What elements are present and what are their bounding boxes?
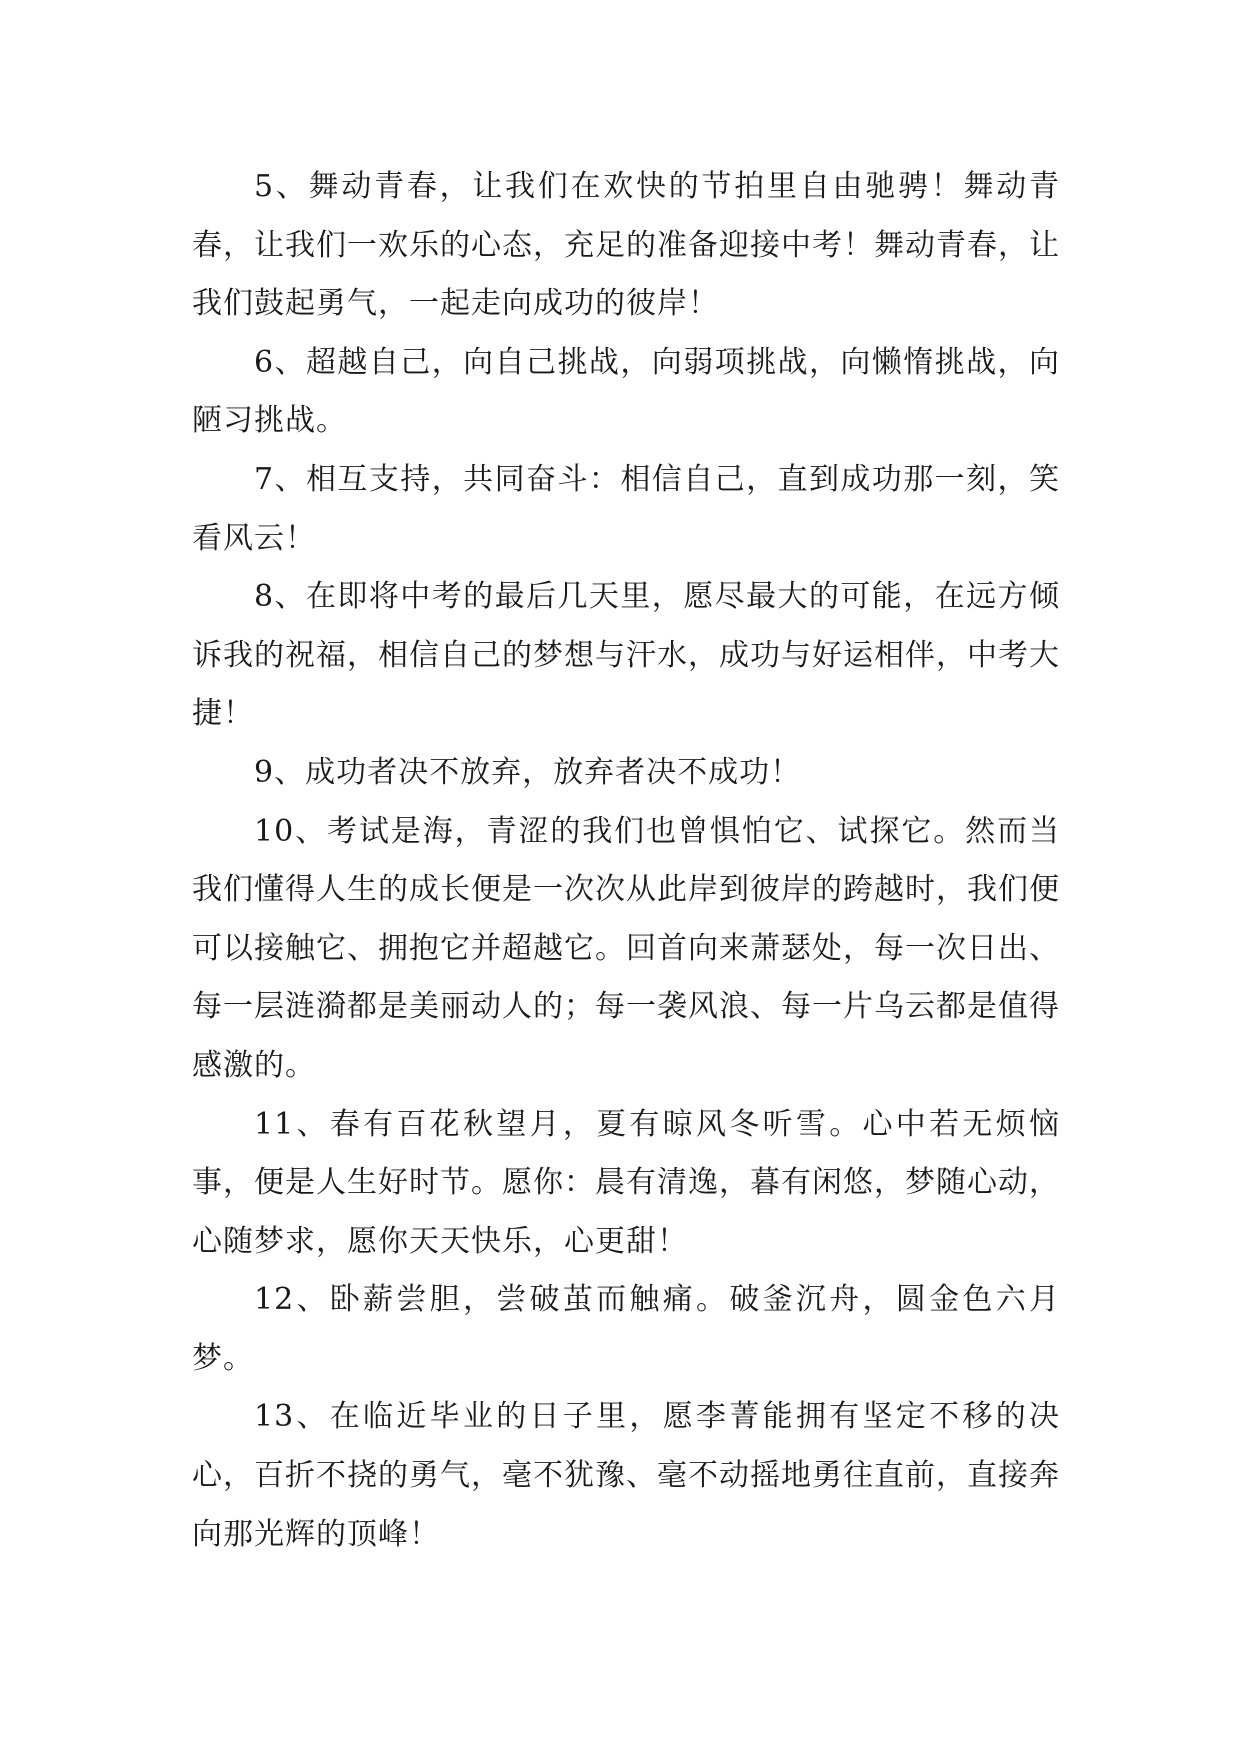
- paragraph-13: 13、在临近毕业的日子里，愿李菁能拥有坚定不移的决心，百折不挠的勇气，毫不犹豫、毫不动摇地勇往直前，直接奔向那光辉的顶峰！: [192, 1399, 1060, 1552]
- paragraph-12: 12、卧薪尝胆，尝破茧而触痛。破釜沉舟，圆金色六月梦。: [192, 1282, 1060, 1376]
- paragraph-10: 10、考试是海，青涩的我们也曾惧怕它、试探它。然而当我们懂得人生的成长便是一次次从此岸到彼岸的跨越时，我们便可以接触它、拥抱它并超越它。回首向来萧瑟处，每一次日出、每一层涟漪都是美丽动人的；每一袭风浪、每一片乌云都是值得感激的。: [192, 813, 1060, 1083]
- paragraph-6: 6、超越自己，向自己挑战，向弱项挑战，向懒惰挑战，向陋习挑战。: [192, 344, 1060, 439]
- paragraph-7: 7、相互支持，共同奋斗：相信自己，直到成功那一刻，笑看风云！: [192, 461, 1060, 556]
- paragraph-9: 9、成功者决不放弃，放弃者决不成功！: [254, 754, 802, 790]
- paragraph-8: 8、在即将中考的最后几天里，愿尽最大的可能，在远方倾诉我的祝福，相信自己的梦想与汗水，成功与好运相伴，中考大捷！: [192, 579, 1060, 732]
- paragraph-11: 11、春有百花秋望月，夏有晾风冬听雪。心中若无烦恼事，便是人生好时节。愿你：晨有清逸，暮有闲悠，梦随心动，心随梦求，愿你天天快乐，心更甜！: [192, 1106, 1060, 1259]
- paragraph-5: 5、舞动青春，让我们在欢快的节拍里自由驰骋！舞动青春，让我们一欢乐的心态，充足的准备迎接中考！舞动青春，让我们鼓起勇气，一起走向成功的彼岸！: [192, 169, 1060, 322]
- document-body: [192, 158, 1060, 1564]
